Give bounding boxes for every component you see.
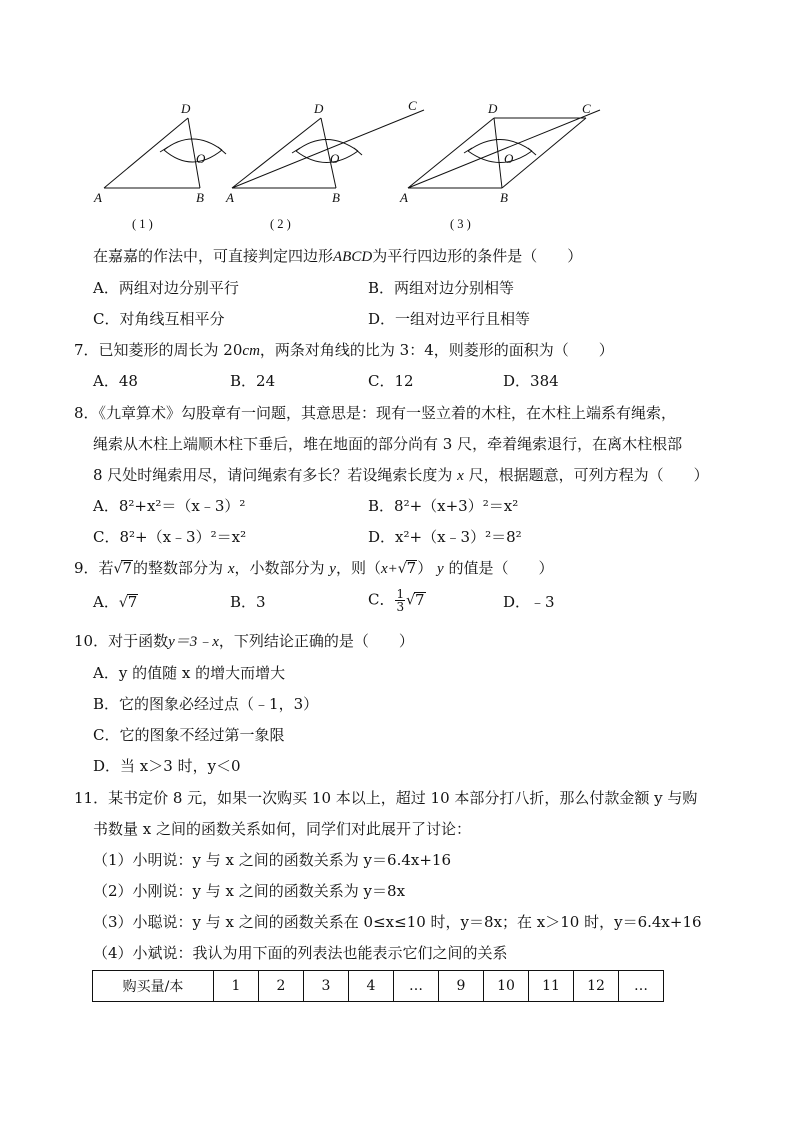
caption-2: ( 2 ): [270, 217, 291, 231]
q7-option-c: C．12: [368, 372, 414, 390]
table-cell: 1: [214, 971, 259, 1002]
figure-3: [408, 110, 600, 188]
q8-option-c: C．8²+（x﹣3）²＝x²: [93, 528, 247, 546]
q9-mid3: ，则（: [335, 559, 381, 577]
label-d-3: D: [488, 101, 498, 116]
q11-line-2: 书数量 x 之间的函数关系如何，同学们对此展开了讨论：: [93, 820, 471, 838]
figure-1: [104, 118, 226, 188]
q11-item-1: （1）小明说：y 与 x 之间的函数关系为 y＝6.4x+16: [93, 851, 451, 869]
q11-item-4: （4）小斌说：我认为用下面的列表法也能表示它们之间的关系: [93, 944, 508, 962]
table-cell: 3: [304, 971, 349, 1002]
q9-radicand: 7: [122, 559, 133, 577]
q9-stem: [74, 558, 553, 579]
q11-item-2: （2）小刚说：y 与 x 之间的函数关系为 y＝8x: [93, 882, 406, 900]
q10-option-c: C．它的图象不经过第一象限: [93, 726, 285, 744]
geometry-figures: [88, 98, 628, 238]
q10-stem-b: ，下列结论正确的是（ ）: [218, 632, 414, 650]
q6-option-c: C．对角线互相平分: [93, 310, 225, 328]
q8-line-2: 绳索从木柱上端顺木柱下垂后，堆在地面的部分尚有 3 尺，牵着绳索退行，在离木柱根部: [93, 435, 683, 453]
caption-3: ( 3 ): [450, 217, 471, 231]
table-cell: 12: [574, 971, 619, 1002]
q9-radicand-2: 7: [406, 559, 417, 577]
q8-var-x: x: [457, 468, 464, 484]
q9-option-c-radicand: 7: [415, 590, 425, 609]
label-c-3: C: [582, 101, 591, 116]
q9-xplus: x+: [380, 561, 398, 577]
q8-option-a: A．8²+x²＝（x﹣3）²: [93, 497, 246, 515]
q9-option-a: [93, 592, 138, 613]
label-o-2: O: [330, 151, 340, 166]
q8-line-3a: 8 尺处时绳索用尽，请问绳索有多长？若设绳索长度为: [93, 466, 453, 484]
label-c-2: C: [408, 98, 417, 113]
label-b-3: B: [500, 190, 508, 205]
sqrt-icon: √: [397, 561, 407, 577]
q7-stem-b: ，两条对角线的比为 3：4，则菱形的面积为（ ）: [259, 341, 614, 359]
q9-y-2: y: [437, 561, 444, 577]
label-o-3: O: [504, 151, 514, 166]
label-d-2: D: [314, 101, 324, 116]
figures-svg: [88, 98, 628, 238]
q7-option-d: D．384: [503, 372, 559, 390]
q9-option-b: B．3: [230, 593, 266, 611]
purchase-table: [92, 970, 664, 1002]
table-cell: 9: [439, 971, 484, 1002]
q9-prefix: 9．若: [74, 559, 114, 577]
sqrt-icon: √: [118, 595, 128, 611]
q9-option-d: D．﹣3: [503, 593, 555, 611]
q8-line-3: [93, 465, 709, 486]
table-cell: 4: [349, 971, 394, 1002]
q6-stem-text: 在嘉嘉的作法中，可直接判定四边形: [93, 247, 334, 265]
q10-stem: [74, 631, 414, 652]
frac-den: 3: [396, 600, 405, 614]
q9-mid: 的整数部分为: [133, 559, 224, 577]
sqrt-icon: √: [113, 561, 123, 577]
q7-unit: cm: [242, 343, 260, 359]
caption-1: ( 1 ): [132, 217, 153, 231]
q6-stem: [93, 246, 582, 267]
q7-stem-a: 7．已知菱形的周长为 20: [74, 341, 243, 359]
q11-item-3: （3）小聪说：y 与 x 之间的函数关系在 0≤x≤10 时，y＝8x；在 x＞10 时，y＝6.4x+16: [93, 913, 702, 931]
table-cell: 2: [259, 971, 304, 1002]
table-cell: 10: [484, 971, 529, 1002]
q7-option-a: A．48: [93, 372, 138, 390]
q8-option-d: D．x²+（x﹣3）²＝8²: [368, 528, 522, 546]
q9-x: x: [227, 561, 235, 577]
q9-option-a-radicand: 7: [127, 593, 138, 611]
q10-func: y＝3﹣x: [168, 634, 219, 650]
table-cell: …: [619, 971, 664, 1002]
q9-close: ）: [417, 559, 433, 577]
label-a-1: A: [94, 190, 102, 205]
q8-line-3b: 尺，根据题意，可列方程为（ ）: [468, 466, 709, 484]
q9-option-a-label: A．: [93, 593, 119, 611]
table-header-cell: 购买量/本: [93, 971, 214, 1002]
q10-option-a: A．y 的值随 x 的增大而增大: [93, 664, 286, 682]
table-row: [93, 971, 664, 1002]
sqrt-icon: √: [406, 592, 416, 609]
q11-line-1: 11．某书定价 8 元，如果一次购买 10 本以上，超过 10 本部分打八折，那么付款金额 y 与购: [74, 789, 698, 807]
q10-option-b: B．它的图象必经过点（﹣1，3）: [93, 695, 319, 713]
label-o-1: O: [196, 151, 206, 166]
q7-stem: [74, 340, 614, 361]
q7-option-b: B．24: [230, 372, 276, 390]
q6-option-b: B．两组对边分别相等: [368, 279, 515, 297]
q9-y: y: [329, 561, 336, 577]
q9-option-c: [368, 588, 426, 613]
q6-abcd: ABCD: [333, 249, 373, 265]
q9-mid2: ，小数部分为: [234, 559, 325, 577]
label-a-3: A: [400, 190, 408, 205]
label-b-2: B: [332, 190, 340, 205]
q10-stem-a: 10．对于函数: [74, 632, 169, 650]
label-d-1: D: [181, 101, 191, 116]
q9-end: 的值是（ ）: [448, 559, 554, 577]
label-a-2: A: [226, 190, 234, 205]
frac-num: 1: [396, 587, 405, 601]
q10-option-d: D．当 x＞3 时，y＜0: [93, 757, 241, 775]
q6-option-d: D．一组对边平行且相等: [368, 310, 531, 328]
q6-option-a: A．两组对边分别平行: [93, 279, 239, 297]
fraction: [395, 588, 405, 613]
figure-2: [232, 110, 424, 188]
q8-line-1: 8．《九章算术》勾股章有一问题，其意思是：现有一竖立着的木柱，在木柱上端系有绳索，: [74, 404, 677, 422]
table-cell: 11: [529, 971, 574, 1002]
table-cell: …: [394, 971, 439, 1002]
q8-option-b: B．8²+（x+3）²＝x²: [368, 497, 519, 515]
q9-option-c-label: C．: [368, 590, 395, 609]
label-b-1: B: [196, 190, 204, 205]
q6-stem-end: 为平行四边形的条件是（ ）: [372, 247, 583, 265]
